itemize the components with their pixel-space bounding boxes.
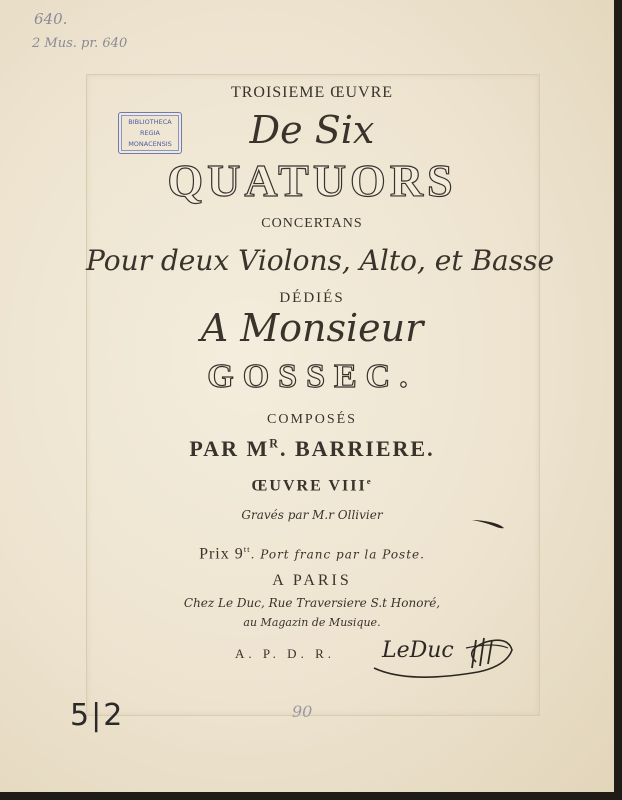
stamp-line-3: MONACENSIS [128, 140, 172, 148]
pencil-catalog-number: 640. [34, 10, 68, 28]
concertans-subheading: CONCERTANS [261, 216, 363, 231]
publisher-signature: LeDuc [382, 638, 454, 663]
privilege-line: A. P. D. R. [235, 646, 335, 661]
pencil-page-number: 90 [292, 702, 313, 721]
quatuors-heading: QUATUORS [167, 155, 457, 206]
composer-line [86, 436, 538, 462]
scan-edge-right [614, 0, 622, 800]
a-monsieur-line: A Monsieur [200, 306, 424, 350]
price-line [86, 544, 538, 563]
stamp-line-2: REGIA [139, 129, 161, 137]
engraver-line: Gravés par M.r Ollivier [241, 508, 383, 522]
work-number-heading: TROISIEME ŒUVRE [230, 84, 394, 101]
composer-name: . BARRIERE. [279, 436, 435, 461]
pencil-shelf-reference: 2 Mus. pr. 640 [32, 36, 128, 51]
instrumentation-line: Pour deux Violons, Alto, et Basse [86, 244, 555, 277]
price-sup: tt [243, 544, 251, 554]
handwritten-shelf-mark: 5|2 [70, 698, 125, 733]
shop-line: au Magazin de Musique. [243, 616, 381, 629]
opus-sup: e [366, 476, 373, 486]
dedicatee-name: GOSSEC. [207, 358, 417, 395]
ink-flourish-mark [470, 516, 506, 532]
de-six-heading: De Six [249, 108, 375, 152]
opus-number: ŒUVRE VIII [251, 477, 367, 495]
city-line: A PARIS [272, 572, 352, 589]
publisher-line: Chez Le Duc, Rue Traversiere S.t Honoré, [183, 596, 441, 610]
composer-title-sup: R [269, 436, 280, 451]
opus-line [86, 476, 538, 495]
dedies-label: DÉDIÉS [279, 290, 345, 306]
stamp-line-1: BIBLIOTHECA [128, 118, 172, 126]
composer-prefix: PAR M [189, 436, 270, 461]
scan-edge-bottom [0, 792, 622, 800]
price-note: . Port franc par la Poste. [250, 547, 425, 562]
composes-label: COMPOSÉS [267, 412, 357, 427]
price-label: Prix 9 [199, 545, 244, 563]
